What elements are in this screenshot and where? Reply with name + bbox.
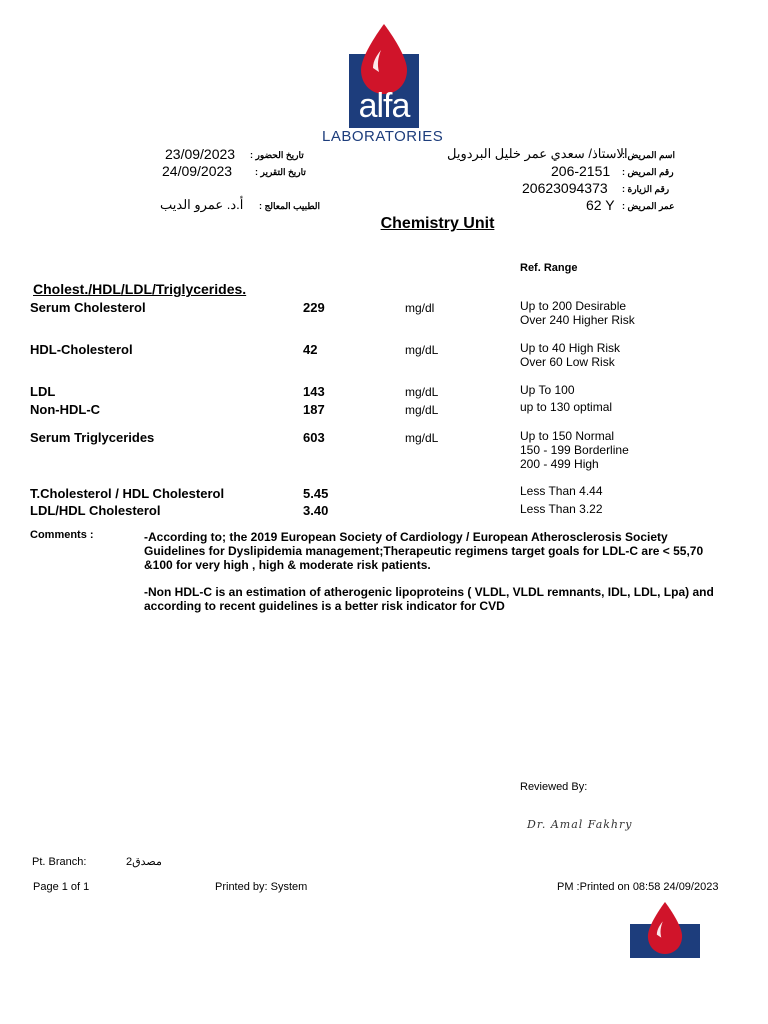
ref-range-line: up to 130 optimal bbox=[520, 400, 613, 414]
branch-label: Pt. Branch: bbox=[32, 856, 87, 868]
test-unit: mg/dL bbox=[405, 431, 439, 445]
test-result: 603 bbox=[303, 430, 325, 445]
test-result: 5.45 bbox=[303, 486, 329, 501]
ref-range-line: Less Than 4.44 bbox=[520, 484, 603, 498]
ref-range-line: Up to 40 High Risk bbox=[520, 341, 621, 355]
patient-name-label: اسم المريض : bbox=[622, 150, 675, 160]
physician-label: الطبيب المعالج : bbox=[259, 201, 320, 211]
patient-id-label: رقم المريض : bbox=[622, 167, 674, 177]
patient-id: 206-2151 bbox=[551, 163, 611, 179]
page-number: Page 1 of 1 bbox=[33, 881, 90, 893]
test-name: LDL bbox=[30, 384, 56, 399]
ref-range-line: Up to 200 Desirable bbox=[520, 299, 627, 313]
test-name: T.Cholesterol / HDL Cholesterol bbox=[30, 486, 225, 501]
test-name: HDL-Cholesterol bbox=[30, 342, 133, 357]
test-result: 42 bbox=[303, 342, 318, 357]
test-result: 187 bbox=[303, 402, 325, 417]
blood-drop-icon bbox=[643, 902, 687, 954]
ref-range-line: Less Than 3.22 bbox=[520, 502, 603, 516]
reviewer-signature: Dr. Amal Fakhry bbox=[527, 818, 633, 831]
patient-name: الاستاذ/ سعدي عمر خليل البردويل bbox=[447, 146, 628, 161]
visit-date: 23/09/2023 bbox=[165, 146, 236, 162]
test-name: Serum Cholesterol bbox=[30, 300, 146, 315]
visit-date-label: تاريخ الحضور : bbox=[250, 150, 304, 160]
patient-age: 62 Y bbox=[586, 197, 615, 213]
report-title: Chemistry Unit bbox=[380, 215, 495, 232]
report-date-label: تاريخ التقرير : bbox=[255, 167, 306, 177]
ref-range-line: Over 60 Low Risk bbox=[520, 355, 615, 369]
test-unit: mg/dL bbox=[405, 343, 439, 357]
report-date: 24/09/2023 bbox=[162, 163, 233, 179]
visit-number: 20623094373 bbox=[522, 180, 608, 196]
lab-name: LABORATORIES bbox=[322, 128, 444, 145]
visit-number-label: رقم الزيارة : bbox=[622, 184, 670, 194]
comments-label: Comments : bbox=[30, 529, 94, 541]
section-title: Cholest./HDL/LDL/Triglycerides. bbox=[33, 281, 247, 297]
patient-age-label: عمر المريض : bbox=[622, 201, 675, 211]
ref-range-line: Over 240 Higher Risk bbox=[520, 313, 635, 327]
ref-range-line: 200 - 499 High bbox=[520, 457, 599, 471]
test-result: 229 bbox=[303, 300, 325, 315]
ref-range-line: Up to 150 Normal bbox=[520, 429, 615, 443]
comment-paragraph: -Non HDL-C is an estimation of atherogenic lipoproteins ( VLDL, VLDL remnants, IDL, LDL, Lpa) and according to recent guidelines is a better risk indicator for CVD bbox=[144, 585, 714, 613]
physician: أ.د. عمرو الديب bbox=[160, 197, 244, 212]
test-unit: mg/dL bbox=[405, 403, 439, 417]
blood-drop-icon bbox=[359, 24, 409, 94]
comment-paragraph: -According to; the 2019 European Society of Cardiology / European Atherosclerosis Society Guidelines for Dyslipidemia management;Therapeutic regimens target goals for LDL-C are < 55,70 &100 for very high , high & moderate risk patients. bbox=[144, 530, 704, 572]
ref-range-line: Up To 100 bbox=[520, 383, 575, 397]
printed-by: Printed by: System bbox=[215, 881, 308, 893]
ref-range-header: Ref. Range bbox=[520, 262, 578, 274]
test-result: 143 bbox=[303, 384, 325, 399]
test-name: Non-HDL-C bbox=[30, 402, 101, 417]
alfa-logo bbox=[349, 24, 419, 128]
branch-value: 2مصدق bbox=[126, 856, 162, 868]
logo-text: alfa bbox=[358, 87, 410, 125]
test-unit: mg/dl bbox=[405, 301, 435, 315]
test-name: LDL/HDL Cholesterol bbox=[30, 503, 161, 518]
test-result: 3.40 bbox=[303, 503, 329, 518]
test-name: Serum Triglycerides bbox=[30, 430, 155, 445]
reviewed-by-label: Reviewed By: bbox=[520, 781, 588, 793]
footer-logo bbox=[630, 902, 700, 958]
printed-on: PM :Printed on 08:58 24/09/2023 bbox=[557, 881, 719, 893]
ref-range-line: 150 - 199 Borderline bbox=[520, 443, 629, 457]
test-unit: mg/dL bbox=[405, 385, 439, 399]
